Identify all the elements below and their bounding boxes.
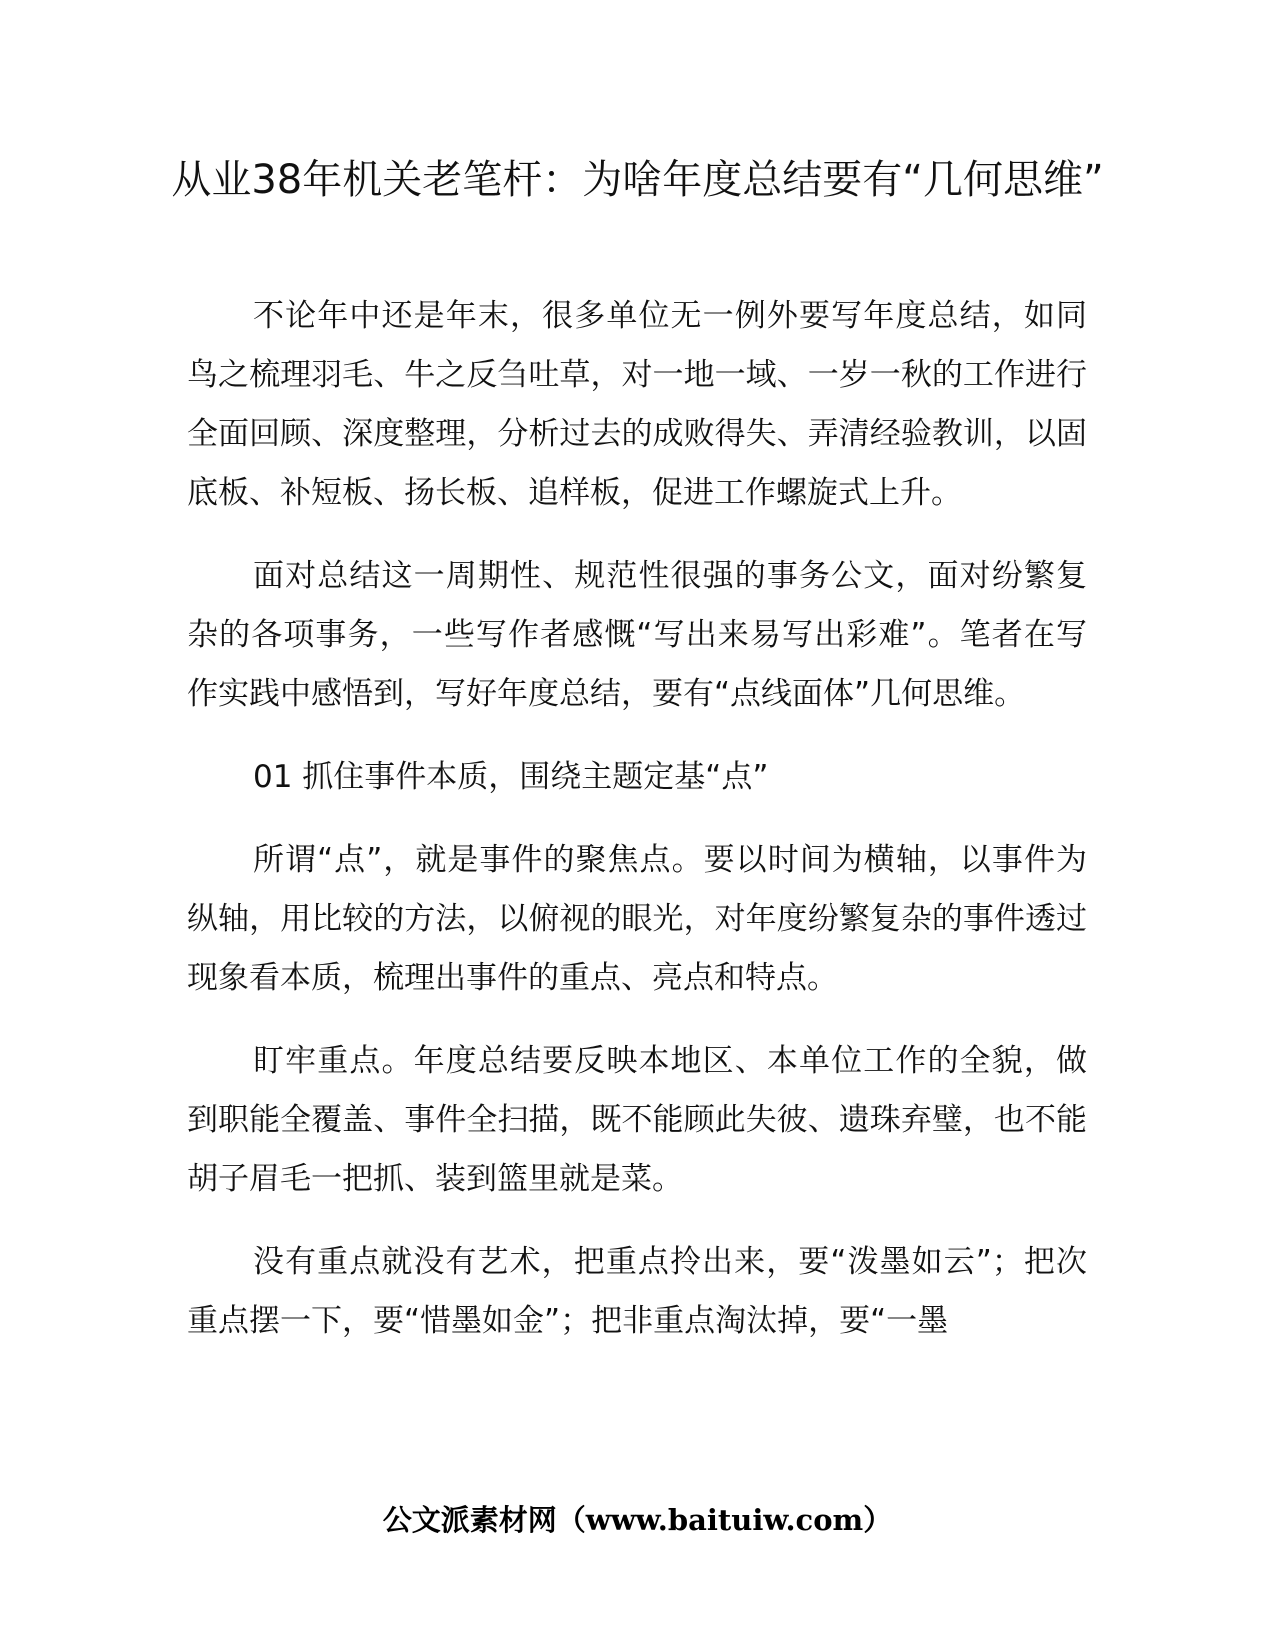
document-body	[187, 287, 1087, 1375]
paragraph-intro: 不论年中还是年末，很多单位无一例外要写年度总结，如同鸟之梳理羽毛、牛之反刍吐草，对一地一域、一岁一秋的工作进行全面回顾、深度整理，分析过去的成败得失、弄清经验教训，以固底板、补短板、扬长板、追样板，促进工作螺旋式上升。	[187, 298, 1087, 511]
paragraph-no-focus-no-art: 没有重点就没有艺术，把重点拎出来，要“泼墨如云”；把次重点摆一下，要“惜墨如金”；把非重点淘汰掉，要“一墨	[187, 1244, 1087, 1339]
paragraph-point-definition: 所谓“点”，就是事件的聚焦点。要以时间为横轴，以事件为纵轴，用比较的方法，以俯视的眼光，对年度纷繁复杂的事件透过现象看本质，梳理出事件的重点、亮点和特点。	[187, 842, 1087, 996]
footer-watermark: 公文派素材网（www.baituiw.com）	[382, 1503, 893, 1537]
section-heading-01: 01 抓住事件本质，围绕主题定基“点”	[253, 759, 769, 795]
paragraph-geometry-thinking: 面对总结这一周期性、规范性很强的事务公文，面对纷繁复杂的各项事务，一些写作者感慨“写出来易写出彩难”。笔者在写作实践中感悟到，写好年度总结，要有“点线面体”几何思维。	[187, 558, 1087, 712]
paragraph-focus-key-points: 盯牢重点。年度总结要反映本地区、本单位工作的全貌，做到职能全覆盖、事件全扫描，既不能顾此失彼、遗珠弃璧，也不能胡子眉毛一把抓、装到篮里就是菜。	[187, 1043, 1087, 1197]
document-title: 从业38年机关老笔杆：为啥年度总结要有“几何思维”	[171, 157, 1104, 203]
